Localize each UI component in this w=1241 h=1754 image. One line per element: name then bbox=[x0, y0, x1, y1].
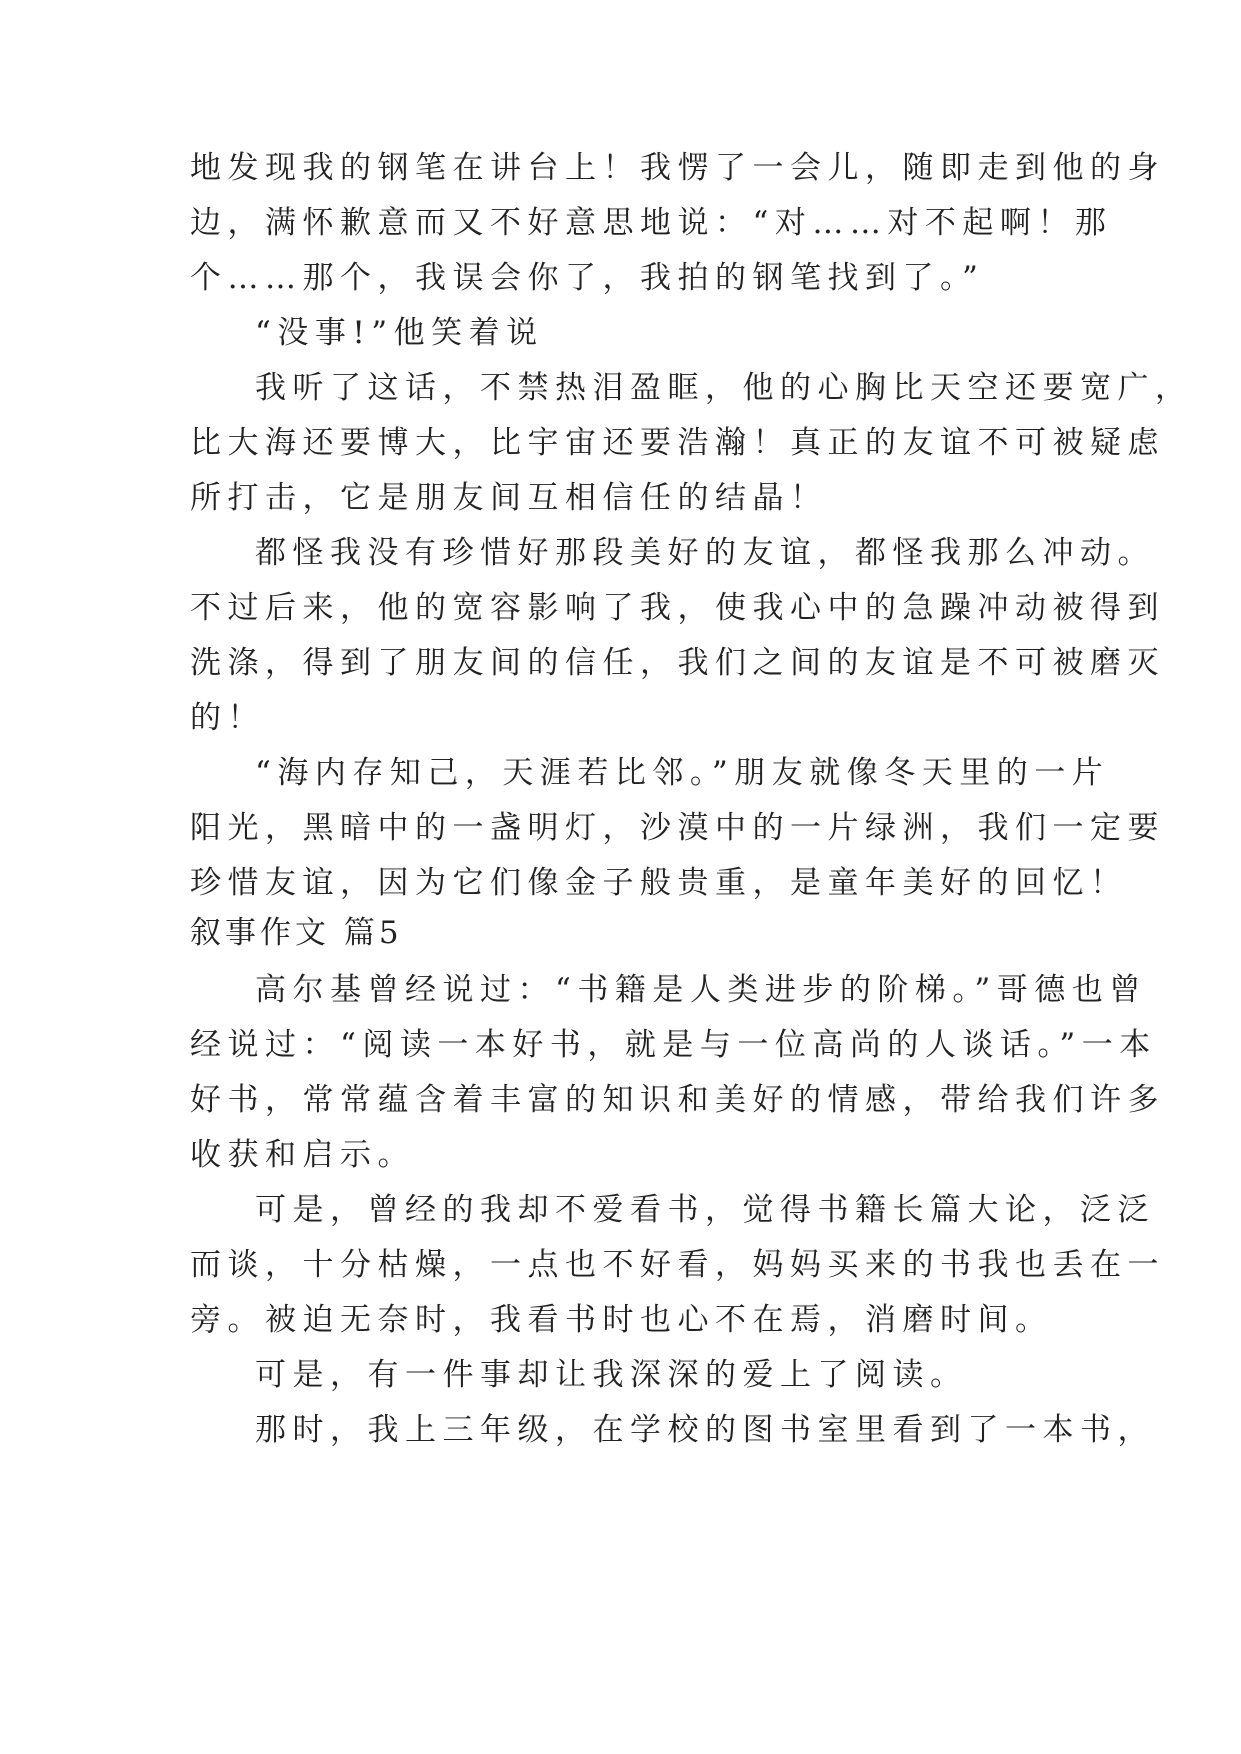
text-line: 都怪我没有珍惜好那段美好的友谊，都怪我那么冲动。 bbox=[255, 535, 1155, 571]
text-line: 可是，曾经的我却不爱看书，觉得书籍长篇大论，泛泛 bbox=[255, 1192, 1155, 1228]
text-line: 地发现我的钢笔在讲台上！我愣了一会儿，随即走到他的身 bbox=[190, 150, 1165, 186]
text-line: 珍惜友谊，因为它们像金子般贵重，是童年美好的回忆！ bbox=[190, 865, 1128, 901]
text-line: 不过后来，他的宽容影响了我，使我心中的急躁冲动被得到 bbox=[190, 590, 1165, 626]
text-line: 收获和启示。 bbox=[190, 1137, 415, 1173]
text-line: 的！ bbox=[190, 700, 265, 736]
text-line: 所打击，它是朋友间互相信任的结晶！ bbox=[190, 480, 828, 516]
text-line: 那时，我上三年级，在学校的图书室里看到了一本书， bbox=[255, 1412, 1155, 1448]
text-line: 高尔基曾经说过：“书籍是人类进步的阶梯。”哥德也曾 bbox=[255, 972, 1147, 1008]
section-heading: 叙事作文 篇5 bbox=[190, 915, 403, 951]
text-line: 阳光，黑暗中的一盏明灯，沙漠中的一片绿洲，我们一定要 bbox=[190, 810, 1165, 846]
text-line: 洗涤，得到了朋友间的信任，我们之间的友谊是不可被磨灭 bbox=[190, 645, 1165, 681]
text-line: 可是，有一件事却让我深深的爱上了阅读。 bbox=[255, 1357, 968, 1393]
text-line: 旁。被迫无奈时，我看书时也心不在焉，消磨时间。 bbox=[190, 1302, 1053, 1338]
text-line: 个……那个，我误会你了，我拍的钢笔找到了。” bbox=[190, 260, 985, 296]
text-line: 而谈，十分枯燥，一点也不好看，妈妈买来的书我也丢在一 bbox=[190, 1247, 1165, 1283]
text-line: 经说过：“阅读一本好书，就是与一位高尚的人谈话。”一本 bbox=[190, 1027, 1157, 1063]
text-line: 好书，常常蕴含着丰富的知识和美好的情感，带给我们许多 bbox=[190, 1082, 1165, 1118]
text-line: “海内存知己，天涯若比邻。”朋友就像冬天里的一片 bbox=[255, 755, 1110, 791]
text-line: “没事!”他笑着说 bbox=[255, 315, 544, 351]
text-line: 比大海还要博大，比宇宙还要浩瀚！真正的友谊不可被疑虑 bbox=[190, 425, 1165, 461]
text-line: 我听了这话，不禁热泪盈眶，他的心胸比天空还要宽广， bbox=[255, 370, 1193, 406]
text-line: 边，满怀歉意而又不好意思地说：“对……对不起啊！那 bbox=[190, 205, 1113, 241]
